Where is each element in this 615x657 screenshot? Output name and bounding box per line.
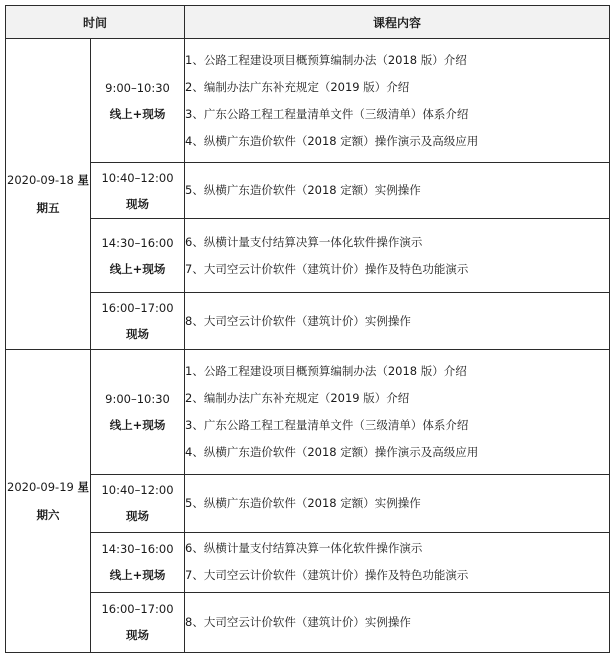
course-item: 5、纵横广东造价软件（2018 定额）实例操作 (185, 495, 421, 510)
slot-time: 16:00–17:00 (101, 301, 174, 316)
table-row (6, 532, 610, 592)
slot-time: 14:30–16:00 (101, 235, 174, 250)
course-item: 1、公路工程建设项目概预算编制办法（2018 版）介绍 (185, 52, 467, 67)
time-header: 时间 (6, 6, 185, 39)
time-slot (91, 350, 185, 474)
course-item: 2、编制办法广东补充规定（2019 版）介绍 (185, 391, 410, 406)
weekday: 期六 (36, 508, 60, 523)
weekday-prefix: 星 (77, 480, 89, 495)
header-row (6, 6, 610, 39)
time-slot (91, 592, 185, 652)
slot-time: 16:00–17:00 (101, 602, 174, 617)
time-slot (91, 163, 185, 219)
slot-time: 9:00–10:30 (105, 80, 170, 95)
course-item: 7、大司空云计价软件（建筑计价）操作及特色功能演示 (185, 568, 469, 583)
course-item: 3、广东公路工程工程量清单文件（三级清单）体系介绍 (185, 106, 469, 121)
time-slot (91, 39, 185, 163)
weekday: 期五 (36, 201, 60, 216)
course-item: 3、广东公路工程工程量清单文件（三级清单）体系介绍 (185, 418, 469, 433)
slot-time: 10:40–12:00 (101, 483, 174, 498)
slot-mode: 现场 (126, 327, 149, 342)
slot-mode: 现场 (126, 628, 149, 643)
slot-mode: 线上+现场 (109, 106, 166, 121)
schedule-table (5, 5, 610, 653)
slot-time: 14:30–16:00 (101, 542, 174, 557)
date-cell (6, 350, 91, 653)
date-text: 2020-09-18 (7, 173, 74, 188)
slot-time: 10:40–12:00 (101, 170, 174, 185)
time-slot (91, 532, 185, 592)
table-row (6, 592, 610, 652)
time-slot (91, 293, 185, 350)
course-item: 4、纵横广东造价软件（2018 定额）操作演示及高级应用 (185, 445, 479, 460)
course-item: 1、公路工程建设项目概预算编制办法（2018 版）介绍 (185, 364, 467, 379)
course-cell (185, 219, 610, 293)
table-row (6, 293, 610, 350)
slot-mode: 线上+现场 (109, 418, 166, 433)
slot-mode: 线上+现场 (109, 261, 166, 276)
slot-mode: 现场 (126, 196, 149, 211)
course-cell (185, 474, 610, 532)
table-row (6, 39, 610, 163)
weekday-prefix: 星 (77, 173, 89, 188)
course-item: 5、纵横广东造价软件（2018 定额）实例操作 (185, 183, 421, 198)
slot-mode: 现场 (126, 509, 149, 524)
table-row (6, 474, 610, 532)
slot-time: 9:00–10:30 (105, 392, 170, 407)
time-slot (91, 474, 185, 532)
date-text: 2020-09-19 (7, 480, 74, 495)
date-cell (6, 39, 91, 350)
course-cell (185, 293, 610, 350)
slot-mode: 线上+现场 (109, 568, 166, 583)
course-item: 7、大司空云计价软件（建筑计价）操作及特色功能演示 (185, 261, 469, 276)
course-item: 8、大司空云计价软件（建筑计价）实例操作 (185, 614, 411, 629)
course-cell (185, 39, 610, 163)
course-cell (185, 350, 610, 474)
course-item: 4、纵横广东造价软件（2018 定额）操作演示及高级应用 (185, 133, 479, 148)
course-cell (185, 592, 610, 652)
time-slot (91, 219, 185, 293)
course-item: 2、编制办法广东补充规定（2019 版）介绍 (185, 79, 410, 94)
course-item: 6、纵横计量支付结算决算一体化软件操作演示 (185, 234, 423, 249)
course-item: 8、大司空云计价软件（建筑计价）实例操作 (185, 313, 411, 328)
course-cell (185, 532, 610, 592)
table-row (6, 350, 610, 474)
course-item: 6、纵横计量支付结算决算一体化软件操作演示 (185, 541, 423, 556)
table-row (6, 219, 610, 293)
content-header: 课程内容 (185, 6, 610, 39)
course-cell (185, 163, 610, 219)
table-row (6, 163, 610, 219)
